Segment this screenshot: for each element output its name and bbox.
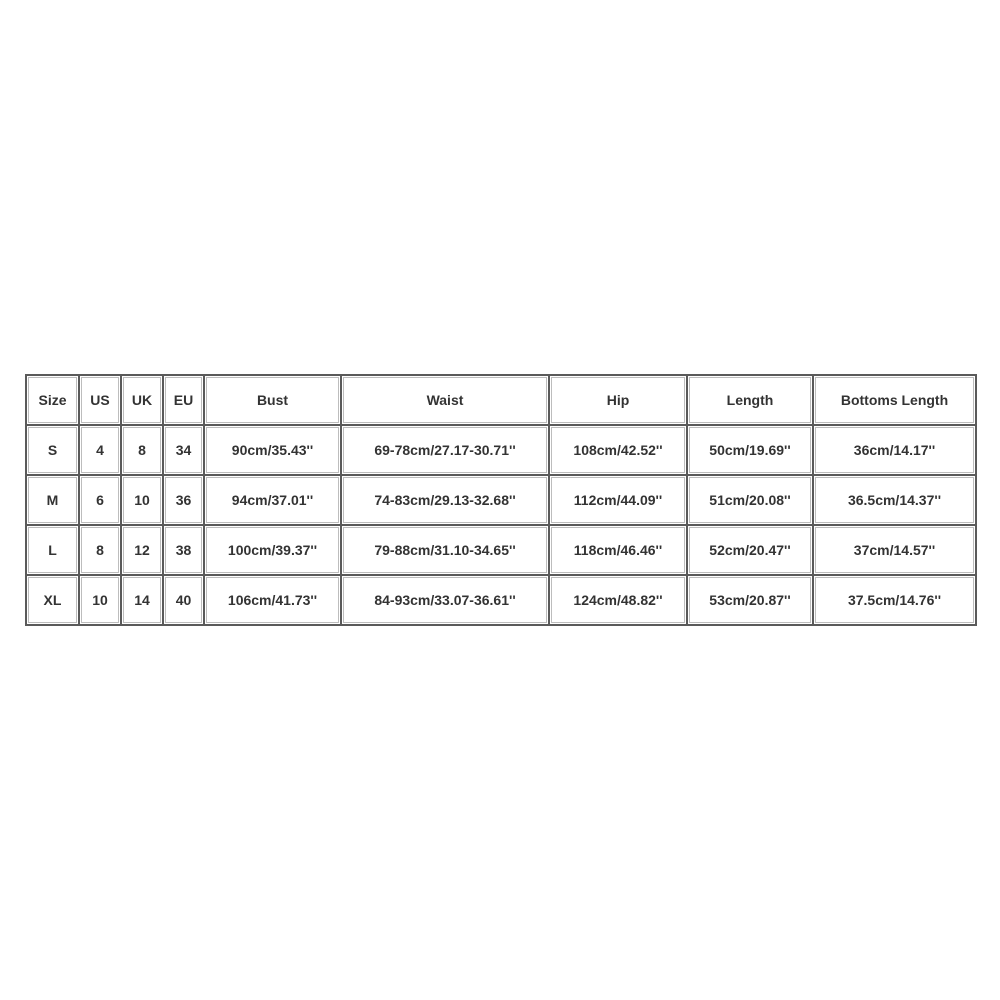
- cell-uk: 8: [121, 425, 163, 475]
- header-bottoms-length: Bottoms Length: [813, 375, 976, 425]
- cell-length: 52cm/20.47'': [687, 525, 813, 575]
- cell-uk: 10: [121, 475, 163, 525]
- header-hip: Hip: [549, 375, 687, 425]
- cell-waist: 79-88cm/31.10-34.65'': [341, 525, 549, 575]
- header-size: Size: [26, 375, 79, 425]
- cell-us: 4: [79, 425, 121, 475]
- cell-size: XL: [26, 575, 79, 625]
- header-row: [26, 375, 976, 425]
- cell-length: 51cm/20.08'': [687, 475, 813, 525]
- cell-us: 6: [79, 475, 121, 525]
- cell-bottoms-length: 36cm/14.17'': [813, 425, 976, 475]
- header-eu: EU: [163, 375, 204, 425]
- cell-bust: 94cm/37.01'': [204, 475, 341, 525]
- header-waist: Waist: [341, 375, 549, 425]
- table-row: [26, 575, 976, 625]
- cell-size: S: [26, 425, 79, 475]
- cell-hip: 108cm/42.52'': [549, 425, 687, 475]
- cell-waist: 84-93cm/33.07-36.61'': [341, 575, 549, 625]
- cell-hip: 112cm/44.09'': [549, 475, 687, 525]
- cell-us: 8: [79, 525, 121, 575]
- cell-bottoms-length: 37cm/14.57'': [813, 525, 976, 575]
- cell-bottoms-length: 36.5cm/14.37'': [813, 475, 976, 525]
- cell-size: M: [26, 475, 79, 525]
- cell-eu: 40: [163, 575, 204, 625]
- cell-waist: 69-78cm/27.17-30.71'': [341, 425, 549, 475]
- cell-hip: 118cm/46.46'': [549, 525, 687, 575]
- cell-uk: 12: [121, 525, 163, 575]
- cell-eu: 36: [163, 475, 204, 525]
- table-row: [26, 475, 976, 525]
- header-us: US: [79, 375, 121, 425]
- cell-waist: 74-83cm/29.13-32.68'': [341, 475, 549, 525]
- cell-uk: 14: [121, 575, 163, 625]
- cell-length: 50cm/19.69'': [687, 425, 813, 475]
- header-uk: UK: [121, 375, 163, 425]
- cell-bust: 100cm/39.37'': [204, 525, 341, 575]
- header-bust: Bust: [204, 375, 341, 425]
- cell-size: L: [26, 525, 79, 575]
- cell-us: 10: [79, 575, 121, 625]
- table-row: [26, 425, 976, 475]
- header-length: Length: [687, 375, 813, 425]
- cell-bust: 90cm/35.43'': [204, 425, 341, 475]
- table-row: [26, 525, 976, 575]
- cell-bust: 106cm/41.73'': [204, 575, 341, 625]
- cell-bottoms-length: 37.5cm/14.76'': [813, 575, 976, 625]
- cell-eu: 38: [163, 525, 204, 575]
- cell-length: 53cm/20.87'': [687, 575, 813, 625]
- cell-eu: 34: [163, 425, 204, 475]
- cell-hip: 124cm/48.82'': [549, 575, 687, 625]
- size-chart-table: [25, 374, 977, 626]
